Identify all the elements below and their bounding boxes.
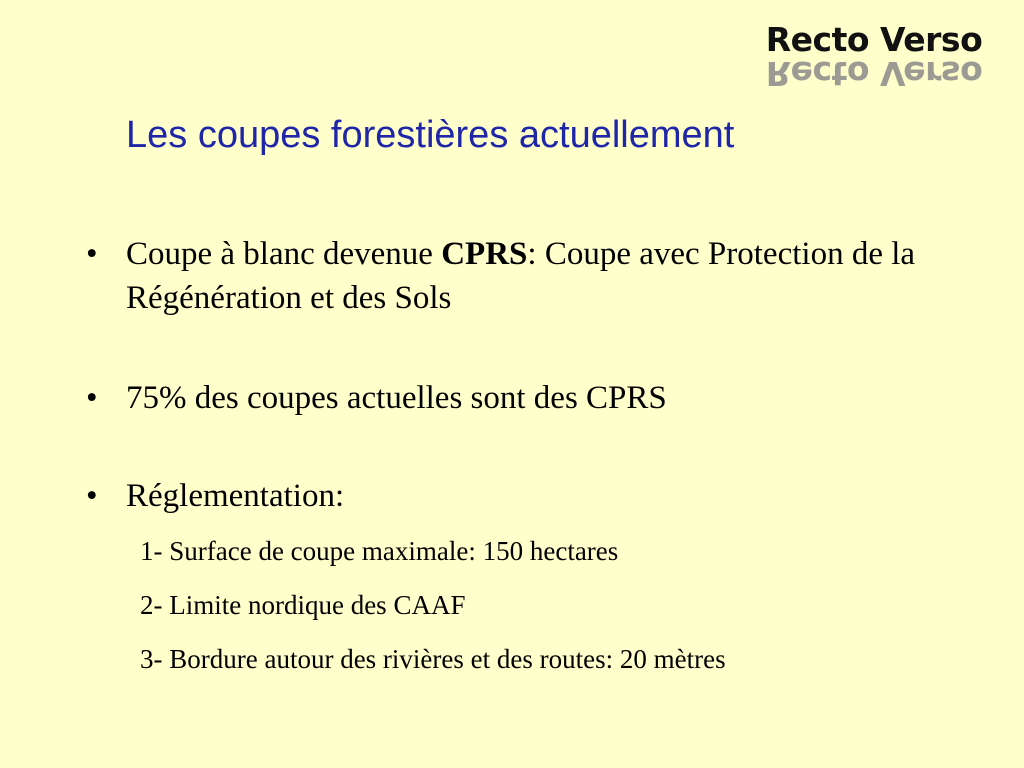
sub-item: 2- Limite nordique des CAAF [140,590,466,620]
bullet-item-reglementation [86,474,936,518]
slide-title: Les coupes forestières actuellement [126,114,735,156]
bullet-dot: • [86,478,98,514]
bullet-text [126,232,936,320]
logo-mirror-text: Recto Verso [765,54,983,93]
bullet-text: Réglementation: [126,478,345,514]
sub-item: 1- Surface de coupe maximale: 150 hectares [140,536,619,566]
bullet-text-before: Coupe à blanc devenue [126,236,442,272]
bullet-item-cprs [86,232,936,320]
bullet-bold-term: CPRS [441,236,528,272]
bullet-text: 75% des coupes actuelles sont des CPRS [126,380,667,416]
bullet-item-percentage [86,376,936,420]
sub-item: 3- Bordure autour des rivières et des routes: 20 mètres [140,644,726,674]
bullet-text-after: : Coupe avec Protection de la Régénération et des Sols [126,236,916,316]
bullet-dot: • [86,236,98,272]
recto-verso-logo [756,22,992,92]
bullet-dot: • [86,380,98,416]
logo-text: Recto Verso [765,20,983,59]
